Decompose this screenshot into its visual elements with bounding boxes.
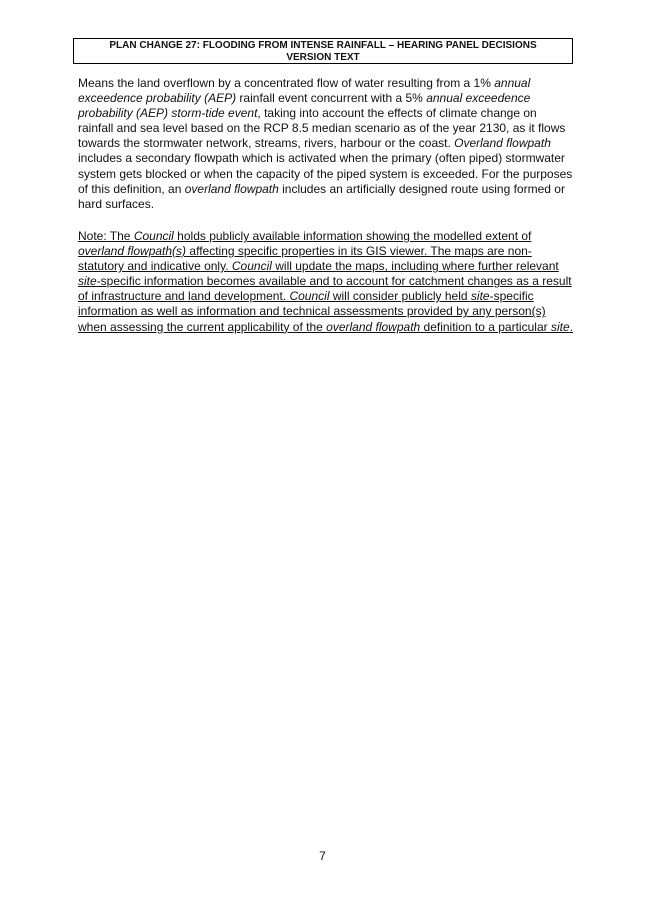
document-header [73, 38, 573, 64]
defined-term: Council [231, 259, 272, 274]
note-text: -specific information as well as information and technical assessments provided by any person(s) when assessing the current applicability of the [78, 289, 546, 334]
note-text: will consider publicly held [329, 289, 471, 304]
definition-text: Means the land overflown by a concentrated flow of water resulting from a 1% [78, 76, 495, 90]
note-text: -specific information becomes available and to account for catchment changes as a result of infrastructure and land development. [78, 274, 572, 304]
header-subtitle: VERSION TEXT [286, 52, 360, 63]
defined-term: site [78, 274, 97, 289]
defined-term: overland flowpath [184, 181, 279, 196]
definition-text: includes an artificially designed route using formed or hard surfaces. [78, 181, 565, 211]
defined-term: overland flowpath(s) [78, 244, 187, 259]
definition-text: , taking into account the effects of climate change on rainfall and sea level based on the RCP 8.5 median scenario as of the year 2130, as it flows towards the stormwater network, streams, rivers, harbour or the coast. [78, 106, 566, 151]
defined-term: annual exceedence probability (AEP) [78, 76, 531, 106]
definition-paragraph [78, 76, 573, 212]
defined-term: site [470, 289, 490, 304]
note-text: holds publicly available information showing the modelled extent of [173, 229, 532, 243]
note-text: . [569, 319, 573, 334]
note-text: Note: The [78, 229, 134, 243]
definition-text: rainfall event concurrent with a 5% [236, 91, 427, 106]
note-text: will update the maps, including where further relevant [271, 259, 559, 274]
note-paragraph [78, 229, 573, 335]
defined-term: Council [289, 289, 330, 304]
defined-term: Council [133, 229, 174, 243]
defined-term: overland flowpath [326, 319, 421, 334]
definition-text: includes a secondary flowpath which is activated when the primary (often piped) stormwater system gets blocked or when the capacity of the piped system is exceeded. For the purposes of this definition, an [78, 151, 573, 196]
defined-term: Overland flowpath [454, 136, 551, 151]
note-text: affecting specific properties in its GIS viewer. The maps are non-statutory and indicative only. [78, 244, 532, 274]
header-title: PLAN CHANGE 27: FLOODING FROM INTENSE RAINFALL – HEARING PANEL DECISIONS [109, 40, 537, 51]
defined-term: annual exceedence probability (AEP) storm-tide event [78, 91, 531, 121]
note-text: definition to a particular [420, 319, 551, 334]
defined-term: site [550, 319, 570, 334]
page-number: 7 [319, 849, 326, 863]
